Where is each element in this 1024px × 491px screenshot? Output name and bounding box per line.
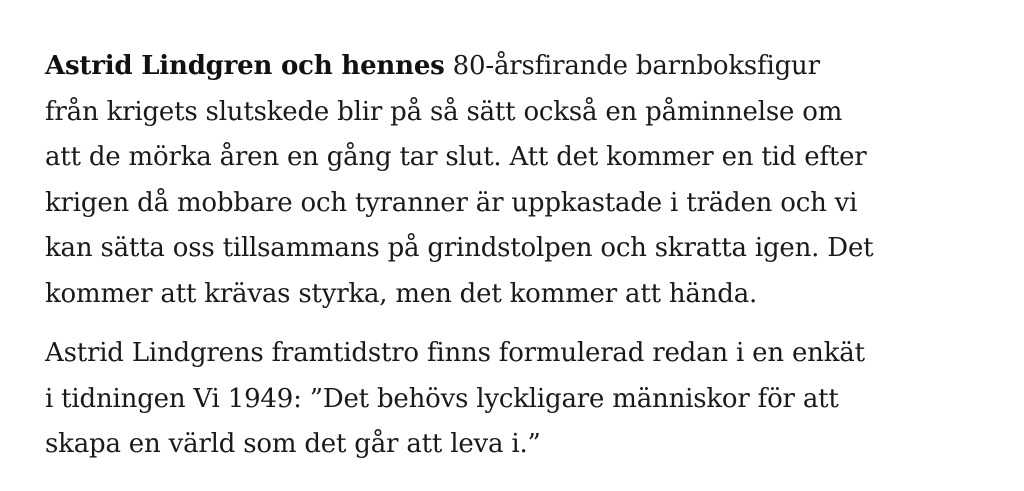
text-line: kommer att krävas styrka, men det kommer att hända. [45,278,758,309]
text-line: att de mörka åren en gång tar slut. Att det kommer en tid efter [45,142,867,172]
text-line: skapa en värld som det går att leva i.” [45,429,541,459]
text-line: från krigets slutskede blir på så sätt också en påminnelse om [45,96,843,127]
paragraph-2 [45,331,985,468]
article-body [45,44,985,468]
paragraph-1 [45,44,985,317]
text-line: kan sätta oss tillsammans på grindstolpen och skratta igen. Det [45,233,874,263]
text-line: krigen då mobbare och tyranner är uppkastade i träden och vi [45,187,858,218]
text-line: Astrid Lindgrens framtidstro finns formulerad redan i en enkät [45,338,865,368]
text-line [45,44,985,90]
line-text: 80-årsfirande barnboksfigur [444,51,820,81]
lead-in-bold: Astrid Lindgren och hennes [45,51,445,81]
text-line: i tidningen Vi 1949: ”Det behövs lyckligare människor för att [45,383,839,414]
